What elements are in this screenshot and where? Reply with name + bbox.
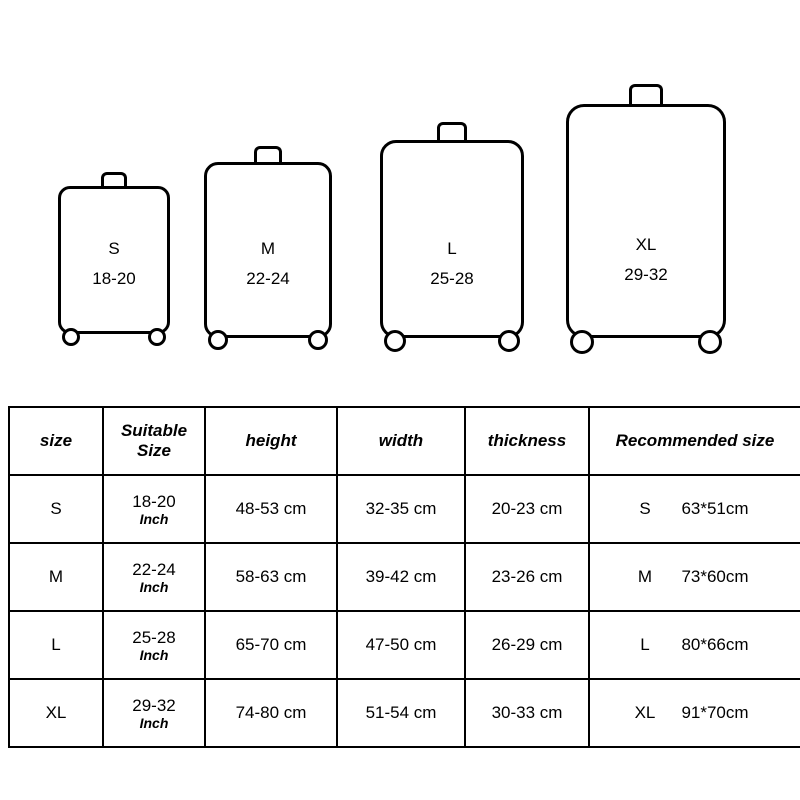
table-row bbox=[205, 679, 800, 747]
header-height: height bbox=[205, 407, 337, 475]
cell-size: XL bbox=[9, 679, 103, 747]
suitcase-wheel-icon bbox=[570, 330, 594, 354]
suitcase-s-letter: S bbox=[108, 239, 120, 258]
suitcase-l bbox=[380, 122, 524, 364]
suitcase-wheel-icon bbox=[208, 330, 228, 350]
cell-height: 65-70 cm bbox=[205, 611, 337, 679]
header-suitable-size: Suitable Size bbox=[103, 407, 205, 475]
suitcase-body bbox=[566, 104, 726, 338]
cell-recommended bbox=[589, 679, 800, 747]
cell-recommended-letter: M bbox=[637, 567, 653, 586]
suitcase-wheel-icon bbox=[148, 328, 166, 346]
cell-suitable-unit: Inch bbox=[139, 647, 169, 663]
cell-suitable-unit: Inch bbox=[139, 715, 169, 731]
cell-suitable-value: 25-28 bbox=[132, 628, 176, 647]
cell-suitable-value: 22-24 bbox=[132, 560, 176, 579]
cell-suitable-unit: Inch bbox=[139, 579, 169, 595]
table-row bbox=[205, 475, 800, 543]
suitcase-l-letter: L bbox=[447, 239, 457, 258]
cell-suitable-value: 29-32 bbox=[132, 696, 176, 715]
cell-recommended-letter: S bbox=[639, 499, 651, 518]
suitcase-m-letter: M bbox=[260, 239, 276, 258]
table-row bbox=[205, 543, 800, 611]
table-header-row bbox=[205, 407, 800, 475]
suitcase-xl-range: 29-32 bbox=[624, 265, 668, 284]
cell-suitable-unit: Inch bbox=[139, 511, 169, 527]
cell-width: 32-35 cm bbox=[337, 475, 465, 543]
header-size: size bbox=[9, 407, 103, 475]
suitcase-handle-icon bbox=[437, 122, 467, 142]
cell-suitable bbox=[103, 679, 205, 747]
cell-suitable bbox=[103, 611, 205, 679]
header-recommended-size: Recommended size bbox=[589, 407, 800, 475]
table-row bbox=[9, 611, 205, 679]
cell-width: 47-50 cm bbox=[337, 611, 465, 679]
suitcase-wheel-icon bbox=[384, 330, 406, 352]
cell-thickness: 23-26 cm bbox=[465, 543, 589, 611]
cell-size: S bbox=[9, 475, 103, 543]
suitcase-m bbox=[204, 146, 332, 364]
size-table bbox=[8, 406, 206, 748]
suitcase-handle-icon bbox=[629, 84, 663, 106]
suitcase-wheel-icon bbox=[308, 330, 328, 350]
cell-recommended-letter: XL bbox=[634, 703, 656, 722]
cell-suitable bbox=[103, 475, 205, 543]
cell-thickness: 30-33 cm bbox=[465, 679, 589, 747]
header-width: width bbox=[337, 407, 465, 475]
table-row bbox=[9, 679, 205, 747]
cell-suitable bbox=[103, 543, 205, 611]
table-row bbox=[9, 543, 205, 611]
suitcase-xl bbox=[566, 84, 726, 364]
cell-height: 58-63 cm bbox=[205, 543, 337, 611]
specification-table bbox=[204, 406, 800, 748]
cell-height: 48-53 cm bbox=[205, 475, 337, 543]
cell-recommended-dim: 63*51cm bbox=[681, 499, 749, 518]
suitcase-s bbox=[58, 172, 170, 364]
suitcase-s-range: 18-20 bbox=[92, 269, 136, 288]
cell-recommended-dim: 80*66cm bbox=[681, 635, 749, 654]
cell-size: L bbox=[9, 611, 103, 679]
suitcase-wheel-icon bbox=[62, 328, 80, 346]
suitcase-xl-letter: XL bbox=[635, 235, 657, 254]
cell-recommended-dim: 73*60cm bbox=[681, 567, 749, 586]
cell-thickness: 20-23 cm bbox=[465, 475, 589, 543]
suitcase-wheel-icon bbox=[698, 330, 722, 354]
cell-size: M bbox=[9, 543, 103, 611]
table-header-row bbox=[9, 407, 205, 475]
cell-width: 39-42 cm bbox=[337, 543, 465, 611]
suitcase-m-range: 22-24 bbox=[246, 269, 290, 288]
cell-recommended bbox=[589, 543, 800, 611]
suitcase-l-range: 25-28 bbox=[430, 269, 474, 288]
cell-recommended-dim: 91*70cm bbox=[681, 703, 749, 722]
cell-recommended-letter: L bbox=[640, 635, 650, 654]
header-thickness: thickness bbox=[465, 407, 589, 475]
cell-width: 51-54 cm bbox=[337, 679, 465, 747]
cell-thickness: 26-29 cm bbox=[465, 611, 589, 679]
table-row bbox=[9, 475, 205, 543]
cell-recommended bbox=[589, 475, 800, 543]
suitcase-wheel-icon bbox=[498, 330, 520, 352]
table-row bbox=[205, 611, 800, 679]
cell-recommended bbox=[589, 611, 800, 679]
cell-suitable-value: 18-20 bbox=[132, 492, 176, 511]
cell-height: 74-80 cm bbox=[205, 679, 337, 747]
